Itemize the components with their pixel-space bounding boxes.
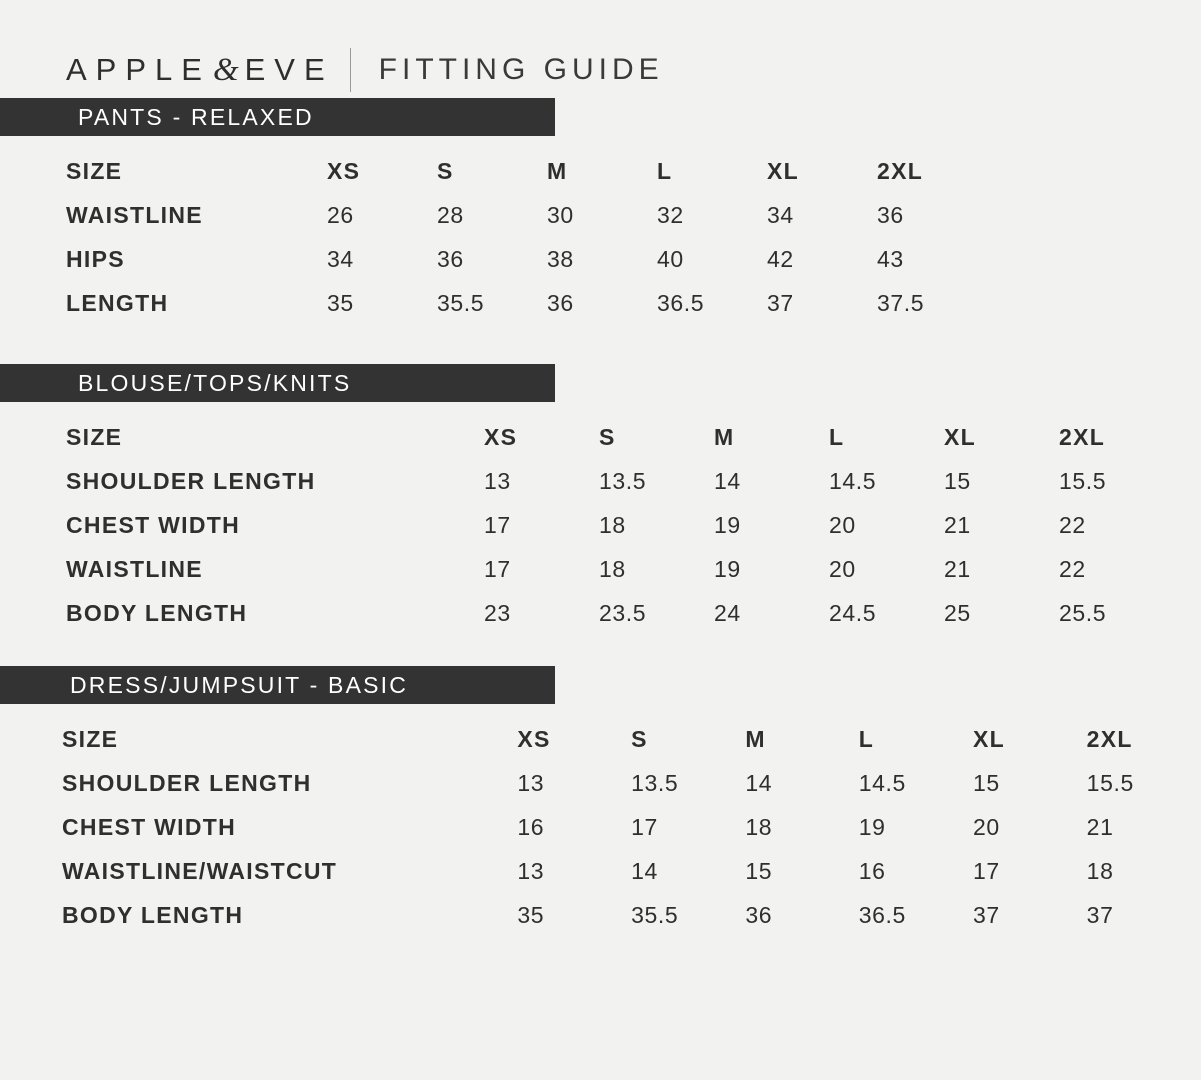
cell-value: 32 xyxy=(657,202,684,228)
table-row xyxy=(66,556,1174,600)
table-row xyxy=(62,814,1201,858)
column-header-s: S xyxy=(599,424,616,450)
cell-value: 34 xyxy=(327,246,354,272)
cell-value: 23 xyxy=(484,600,511,626)
section-blouse-tops-knits xyxy=(0,364,1201,644)
row-label: SHOULDER LENGTH xyxy=(62,770,312,796)
section-header-pants-relaxed: PANTS - RELAXED xyxy=(0,98,555,136)
cell-value: 14 xyxy=(631,858,658,884)
cell-value: 20 xyxy=(829,556,856,582)
table-row xyxy=(66,468,1174,512)
column-header-m: M xyxy=(547,158,568,184)
column-header-m: M xyxy=(714,424,735,450)
column-header-m: M xyxy=(745,726,766,752)
cell-value: 35 xyxy=(327,290,354,316)
table-row xyxy=(66,246,987,290)
cell-value: 14.5 xyxy=(858,770,906,796)
table-row xyxy=(62,770,1201,814)
cell-value: 25.5 xyxy=(1059,600,1107,626)
cell-value: 20 xyxy=(973,814,1000,840)
row-label: BODY LENGTH xyxy=(66,600,248,626)
column-header-l: L xyxy=(657,158,673,184)
cell-value: 34 xyxy=(767,202,794,228)
column-header-size: SIZE xyxy=(66,424,123,450)
section-dress-jumpsuit-basic xyxy=(0,666,1201,946)
cell-value: 18 xyxy=(1086,858,1114,884)
cell-value: 13.5 xyxy=(599,468,647,494)
column-header-xs: XS xyxy=(327,158,361,184)
row-label: WAISTLINE/WAISTCUT xyxy=(62,858,338,884)
cell-value: 17 xyxy=(484,556,511,582)
row-label: CHEST WIDTH xyxy=(62,814,237,840)
cell-value: 15 xyxy=(745,858,773,884)
cell-value: 17 xyxy=(484,512,511,538)
column-header-xl: XL xyxy=(767,158,799,184)
section-header-blouse-tops-knits: BLOUSE/TOPS/KNITS xyxy=(0,364,555,402)
column-header-xs: XS xyxy=(484,424,518,450)
row-label: CHEST WIDTH xyxy=(66,512,241,538)
column-header-xl: XL xyxy=(944,424,976,450)
cell-value: 19 xyxy=(858,814,886,840)
brand-name-right: EVE xyxy=(244,51,334,87)
table-row xyxy=(62,858,1201,902)
column-header-size: SIZE xyxy=(62,726,119,752)
brand-logo xyxy=(66,52,334,89)
cell-value: 36 xyxy=(547,290,574,316)
cell-value: 21 xyxy=(1086,814,1114,840)
section-pants-relaxed xyxy=(0,98,1201,334)
cell-value: 23.5 xyxy=(599,600,647,626)
size-table-blouse-tops-knits xyxy=(66,424,1174,644)
table-header-row xyxy=(66,424,1174,468)
cell-value: 37 xyxy=(1086,902,1114,928)
table-header-row xyxy=(66,158,987,202)
column-header-l: L xyxy=(829,424,845,450)
column-header-s: S xyxy=(631,726,648,752)
cell-value: 18 xyxy=(745,814,773,840)
row-label: LENGTH xyxy=(66,290,169,316)
section-header-dress-jumpsuit-basic: DRESS/JUMPSUIT - BASIC xyxy=(0,666,555,704)
table-row xyxy=(66,512,1174,556)
column-header-2xl: 2XL xyxy=(1059,424,1106,450)
cell-value: 14 xyxy=(745,770,773,796)
row-label: HIPS xyxy=(66,246,125,272)
table-header-row xyxy=(62,726,1201,770)
cell-value: 18 xyxy=(599,556,626,582)
cell-value: 21 xyxy=(944,512,971,538)
cell-value: 15.5 xyxy=(1059,468,1107,494)
cell-value: 28 xyxy=(437,202,464,228)
cell-value: 14 xyxy=(714,468,741,494)
cell-value: 30 xyxy=(547,202,574,228)
cell-value: 37 xyxy=(767,290,794,316)
row-label: WAISTLINE xyxy=(66,202,203,228)
column-header-xs: XS xyxy=(517,726,551,752)
cell-value: 42 xyxy=(767,246,794,272)
cell-value: 35 xyxy=(517,902,545,928)
cell-value: 17 xyxy=(973,858,1000,884)
table-row xyxy=(62,902,1201,946)
cell-value: 37.5 xyxy=(877,290,925,316)
row-label: BODY LENGTH xyxy=(62,902,244,928)
header-divider xyxy=(350,48,351,92)
brand-name-left: APPLE xyxy=(66,51,211,87)
column-header-2xl: 2XL xyxy=(877,158,924,184)
cell-value: 25 xyxy=(944,600,971,626)
cell-value: 36.5 xyxy=(657,290,705,316)
cell-value: 36 xyxy=(877,202,904,228)
cell-value: 38 xyxy=(547,246,574,272)
cell-value: 19 xyxy=(714,556,741,582)
cell-value: 13 xyxy=(517,770,545,796)
cell-value: 16 xyxy=(517,814,545,840)
cell-value: 17 xyxy=(631,814,658,840)
cell-value: 36.5 xyxy=(858,902,906,928)
cell-value: 13.5 xyxy=(631,770,679,796)
cell-value: 35.5 xyxy=(631,902,679,928)
page-header xyxy=(0,0,1201,98)
cell-value: 40 xyxy=(657,246,684,272)
cell-value: 15 xyxy=(973,770,1000,796)
cell-value: 24 xyxy=(714,600,741,626)
cell-value: 19 xyxy=(714,512,741,538)
cell-value: 36 xyxy=(437,246,464,272)
column-header-l: L xyxy=(858,726,875,752)
column-header-xl: XL xyxy=(973,726,1006,752)
column-header-2xl: 2XL xyxy=(1086,726,1133,752)
table-row xyxy=(66,202,987,246)
cell-value: 16 xyxy=(858,858,886,884)
page-title: FITTING GUIDE xyxy=(378,53,664,86)
size-table-pants-relaxed xyxy=(66,158,987,334)
size-table-dress-jumpsuit-basic xyxy=(62,726,1201,946)
cell-value: 18 xyxy=(599,512,626,538)
cell-value: 20 xyxy=(829,512,856,538)
cell-value: 35.5 xyxy=(437,290,485,316)
cell-value: 13 xyxy=(484,468,511,494)
cell-value: 21 xyxy=(944,556,971,582)
column-header-size: SIZE xyxy=(66,158,123,184)
cell-value: 43 xyxy=(877,246,904,272)
cell-value: 37 xyxy=(973,902,1000,928)
cell-value: 26 xyxy=(327,202,354,228)
row-label: SHOULDER LENGTH xyxy=(66,468,316,494)
cell-value: 15 xyxy=(944,468,971,494)
cell-value: 24.5 xyxy=(829,600,877,626)
cell-value: 36 xyxy=(745,902,773,928)
table-row xyxy=(66,600,1174,644)
brand-ampersand: & xyxy=(212,51,243,88)
table-row xyxy=(66,290,987,334)
row-label: WAISTLINE xyxy=(66,556,203,582)
cell-value: 22 xyxy=(1059,556,1086,582)
cell-value: 15.5 xyxy=(1086,770,1134,796)
cell-value: 14.5 xyxy=(829,468,877,494)
cell-value: 22 xyxy=(1059,512,1086,538)
cell-value: 13 xyxy=(517,858,545,884)
column-header-s: S xyxy=(437,158,454,184)
